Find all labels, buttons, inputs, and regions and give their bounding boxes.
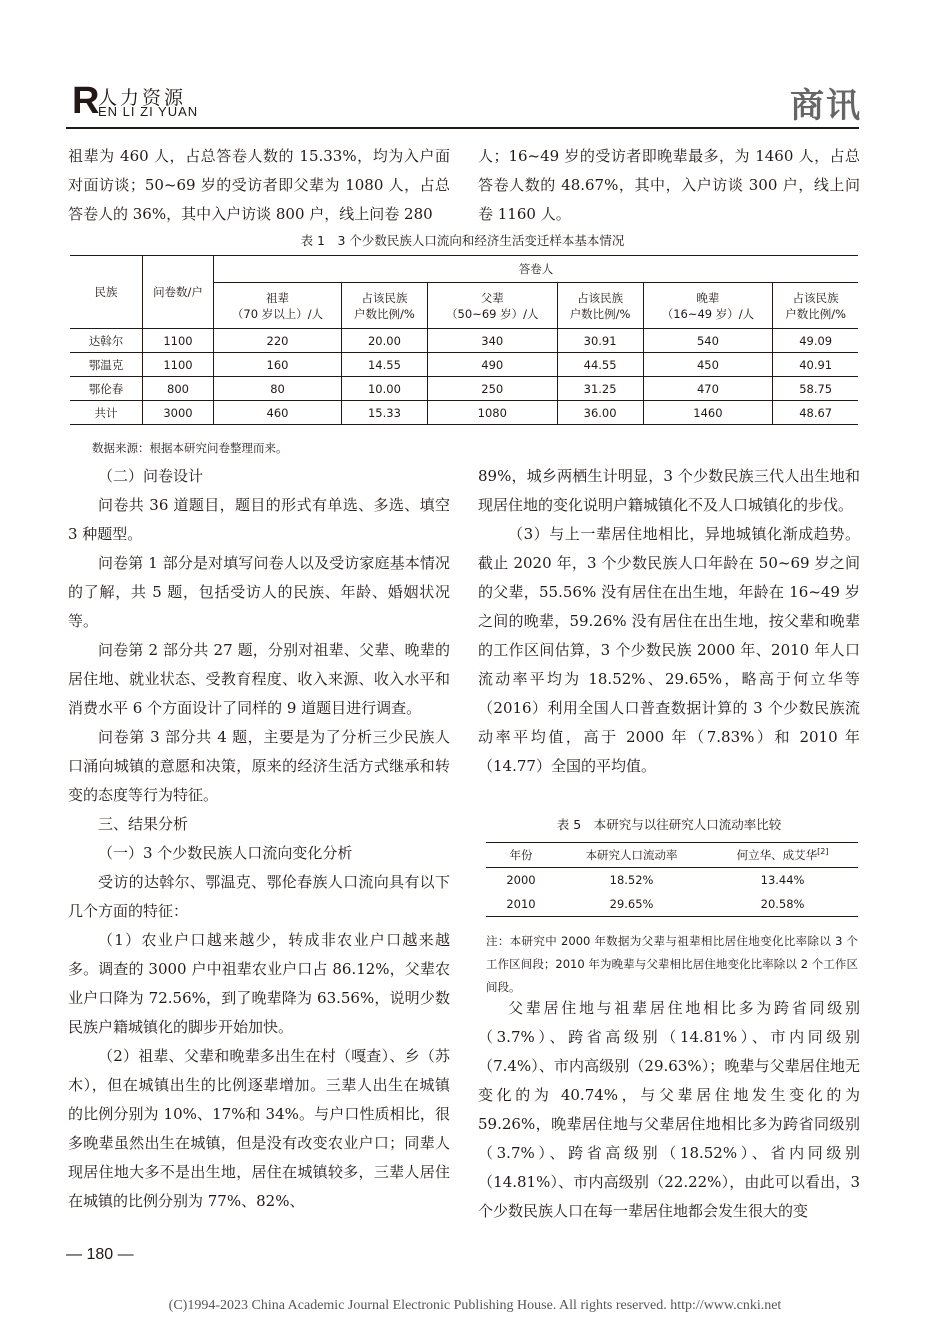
table1-cell: 共计 (70, 401, 143, 425)
left_col-paragraph: （1）农业户口越来越少，转成非农业户口越来越多。调查的 3000 户中祖辈农业户口占 86.12%，父辈农业户口降为 72.56%，到了晚辈降为 63.56%，说明少数民族户籍城镇化的脚步开始加快。 (68, 931, 450, 1036)
table1-cell: 340 (427, 329, 557, 353)
table1-cell: 3000 (143, 401, 214, 425)
logo-chinese: 人力资源 (98, 87, 187, 109)
table1-cell: 48.67 (773, 401, 858, 425)
table1-cell: 1100 (143, 353, 214, 377)
table1-cell: 36.00 (557, 401, 643, 425)
right_col_b-paragraph: 父辈居住地与祖辈居住地相比多为跨省同级别（3.7%）、跨省高级别（14.81%）、市内同级别（7.4%）、市内高级别（29.63%）；晚辈与父辈居住地无变化的为 40.74%，与父辈居住地发生变化的为 59.26%，晚辈居住地与父辈居住地相比多为跨省同级别（3.7%）、跨省高级别（18.52%）、省内同级别（14.81%）、市内高级别（22.22%），由此可以看出，3 个少数民族人口在每一辈居住地都会发生很大的变 (478, 999, 860, 1220)
table5-cell: 2010 (506, 897, 536, 911)
table5-header-this-study: 本研究人口流动率 (585, 848, 678, 862)
top-left-text: 祖辈为 460 人，占总答卷人数的 15.33%，均为入户面对面访谈；50~69 岁的受访者即父辈为 1080 人，占总答卷人的 36%，其中入户访谈 800 户，线上问卷 280 (68, 147, 450, 223)
table1-cell: 44.55 (557, 353, 643, 377)
table5-ref: [2] (817, 847, 829, 857)
table1-cell: 80 (214, 377, 342, 401)
right_col_a-paragraph: （3）与上一辈居住地相比，异地城镇化渐成趋势。截止 2020 年，3 个少数民族人口年龄在 50~69 岁之间的父辈，55.56% 没有居住在出生地，年龄在 16~49 岁之间的晚辈，59.26% 没有居住在出生地，按父辈和晚辈的工作区间估算，3 个少数民族 2000 年、2010 年人口流动率平均为 18.52%、29.65%，略高于何立华等（2016）利用全国人口普查数据计算的 3 个少数民族流动率平均值，高于 2000 年（7.83%）和 2010 年（14.77）全国的平均值。 (478, 525, 860, 775)
table5-header-prior-text: 何立华、成艾华 (736, 848, 818, 862)
left-column (68, 462, 450, 1216)
top-right-paragraph (478, 142, 860, 229)
left_col-paragraph: 问卷第 3 部分共 4 题，主要是为了分析三少民族人口涌向城镇的意愿和决策，原来的经济生活方式继承和转变的态度等行为特征。 (68, 728, 450, 804)
table1-subheader: 祖辈 （70 岁以上）/人 (231, 290, 324, 321)
table1-cell: 220 (214, 329, 342, 353)
table5 (486, 842, 858, 917)
right-column-top (478, 462, 860, 781)
table1-cell: 1460 (643, 401, 773, 425)
left_col-paragraph: （二）问卷设计 (98, 467, 204, 485)
table1-cell: 10.00 (342, 377, 428, 401)
table5-header-year: 年份 (509, 848, 533, 862)
table1-cell: 470 (643, 377, 773, 401)
table1-cell: 800 (143, 377, 214, 401)
table1 (70, 255, 858, 425)
table1-subheader: 占该民族 户数比例/% (557, 283, 643, 329)
right_col_a-paragraph: 89%，城乡两栖生计明显，3 个少数民族三代人出生地和现居住地的变化说明户籍城镇化不及人口城镇化的步伐。 (478, 467, 860, 514)
table1-row (70, 353, 858, 377)
table1-subheader: 晚辈 （16~49 岁）/人 (643, 283, 773, 329)
right-column-bottom (478, 994, 860, 1226)
table5-cell: 29.65% (609, 897, 654, 911)
left_col-paragraph: 问卷共 36 道题目，题目的形式有单选、多选、填空 3 种题型。 (68, 496, 450, 543)
table5-cell: 18.52% (609, 873, 654, 887)
table5-row (486, 892, 858, 917)
table5-header-prior-study (707, 843, 858, 868)
table1-cell: 31.25 (557, 377, 643, 401)
table1-cell: 49.09 (773, 329, 858, 353)
table1-cell: 40.91 (773, 353, 858, 377)
logo-pinyin: EN LI ZI YUAN (98, 104, 199, 119)
table1-cell: 58.75 (773, 377, 858, 401)
logo-letter: R (72, 80, 100, 122)
table5-row (486, 868, 858, 893)
copyright-footer: (C)1994-2023 China Academic Journal Electronic Publishing House. All rights reserved. http://www.cnki.net (168, 1298, 782, 1313)
top-right-text: 人；16~49 岁的受访者即晚辈最多，为 1460 人，占总答卷人数的 48.67%，其中，入户访谈 300 户，线上问卷 1160 人。 (478, 147, 860, 223)
table1-cell: 鄂伦春 (70, 377, 143, 401)
table5-cell: 20.58% (760, 897, 805, 911)
table5-cell: 2000 (506, 873, 536, 887)
table1-row (70, 401, 858, 425)
left_col-paragraph: 三、结果分析 (98, 815, 189, 833)
table1-cell: 250 (427, 377, 557, 401)
table1-cell: 460 (214, 401, 342, 425)
table1-cell: 14.55 (342, 353, 428, 377)
table1-header-ethnic: 民族 (70, 256, 143, 329)
table1-subheader: 占该民族 户数比例/% (342, 283, 428, 329)
left_col-paragraph: 问卷第 1 部分是对填写问卷人以及受访家庭基本情况的了解，共 5 题，包括受访人的民族、年龄、婚姻状况等。 (68, 554, 450, 630)
left_col-paragraph: 受访的达斡尔、鄂温克、鄂伦春族人口流向具有以下几个方面的特征： (68, 873, 450, 920)
table1-header-group: 答卷人 (214, 256, 859, 283)
table1-cell: 30.91 (557, 329, 643, 353)
table1-cell: 1080 (427, 401, 557, 425)
table1-cell: 鄂温克 (70, 353, 143, 377)
table1-subheader: 占该民族 户数比例/% (773, 283, 858, 329)
top-left-paragraph (68, 142, 450, 229)
table5-title: 表 5 本研究与以往研究人口流动率比较 (556, 817, 782, 832)
table1-source: 数据来源：根据本研究问卷整理而来。 (92, 441, 288, 455)
table1-cell: 15.33 (342, 401, 428, 425)
header-rule (66, 127, 859, 129)
table1-header-count: 问卷数/户 (143, 256, 214, 329)
page-number: — 180 — (66, 1246, 134, 1263)
table1-title: 表 1 3 个少数民族人口流向和经济生活变迁样本基本情况 (300, 233, 625, 248)
table1-cell: 1100 (143, 329, 214, 353)
left_col-paragraph: （一）3 个少数民族人口流向变化分析 (98, 844, 353, 862)
table1-cell: 20.00 (342, 329, 428, 353)
table1-cell: 490 (427, 353, 557, 377)
section-name: 商讯 (790, 86, 862, 126)
table1-row (70, 377, 858, 401)
table5-cell: 13.44% (760, 873, 805, 887)
left_col-paragraph: （2）祖辈、父辈和晚辈多出生在村（嘎查）、乡（苏木），但在城镇出生的比例逐辈增加。三辈人出生在城镇的比例分别为 10%、17%和 34%。与户口性质相比，很多晚辈虽然出生在城镇，但是没有改变农业户口；同辈人现居住地大多不是出生地，居住在城镇较多，三辈人居住在城镇的比例分别为 77%、82%、 (68, 1047, 450, 1210)
table1-cell: 540 (643, 329, 773, 353)
table5-note: 注：本研究中 2000 年数据为父辈与祖辈相比居住地变化比率除以 3 个工作区间段；2010 年为晚辈与父辈相比居住地变化比率除以 2 个工作区间段。 (486, 934, 858, 994)
table1-cell: 160 (214, 353, 342, 377)
table1-cell: 450 (643, 353, 773, 377)
left_col-paragraph: 问卷第 2 部分共 27 题，分别对祖辈、父辈、晚辈的居住地、就业状态、受教育程度、收入来源、收入水平和消费水平 6 个方面设计了同样的 9 道题目进行调查。 (68, 641, 450, 717)
table1-subheader: 父辈 （50~69 岁）/人 (427, 283, 557, 329)
table1-row (70, 329, 858, 353)
table1-cell: 达斡尔 (70, 329, 143, 353)
